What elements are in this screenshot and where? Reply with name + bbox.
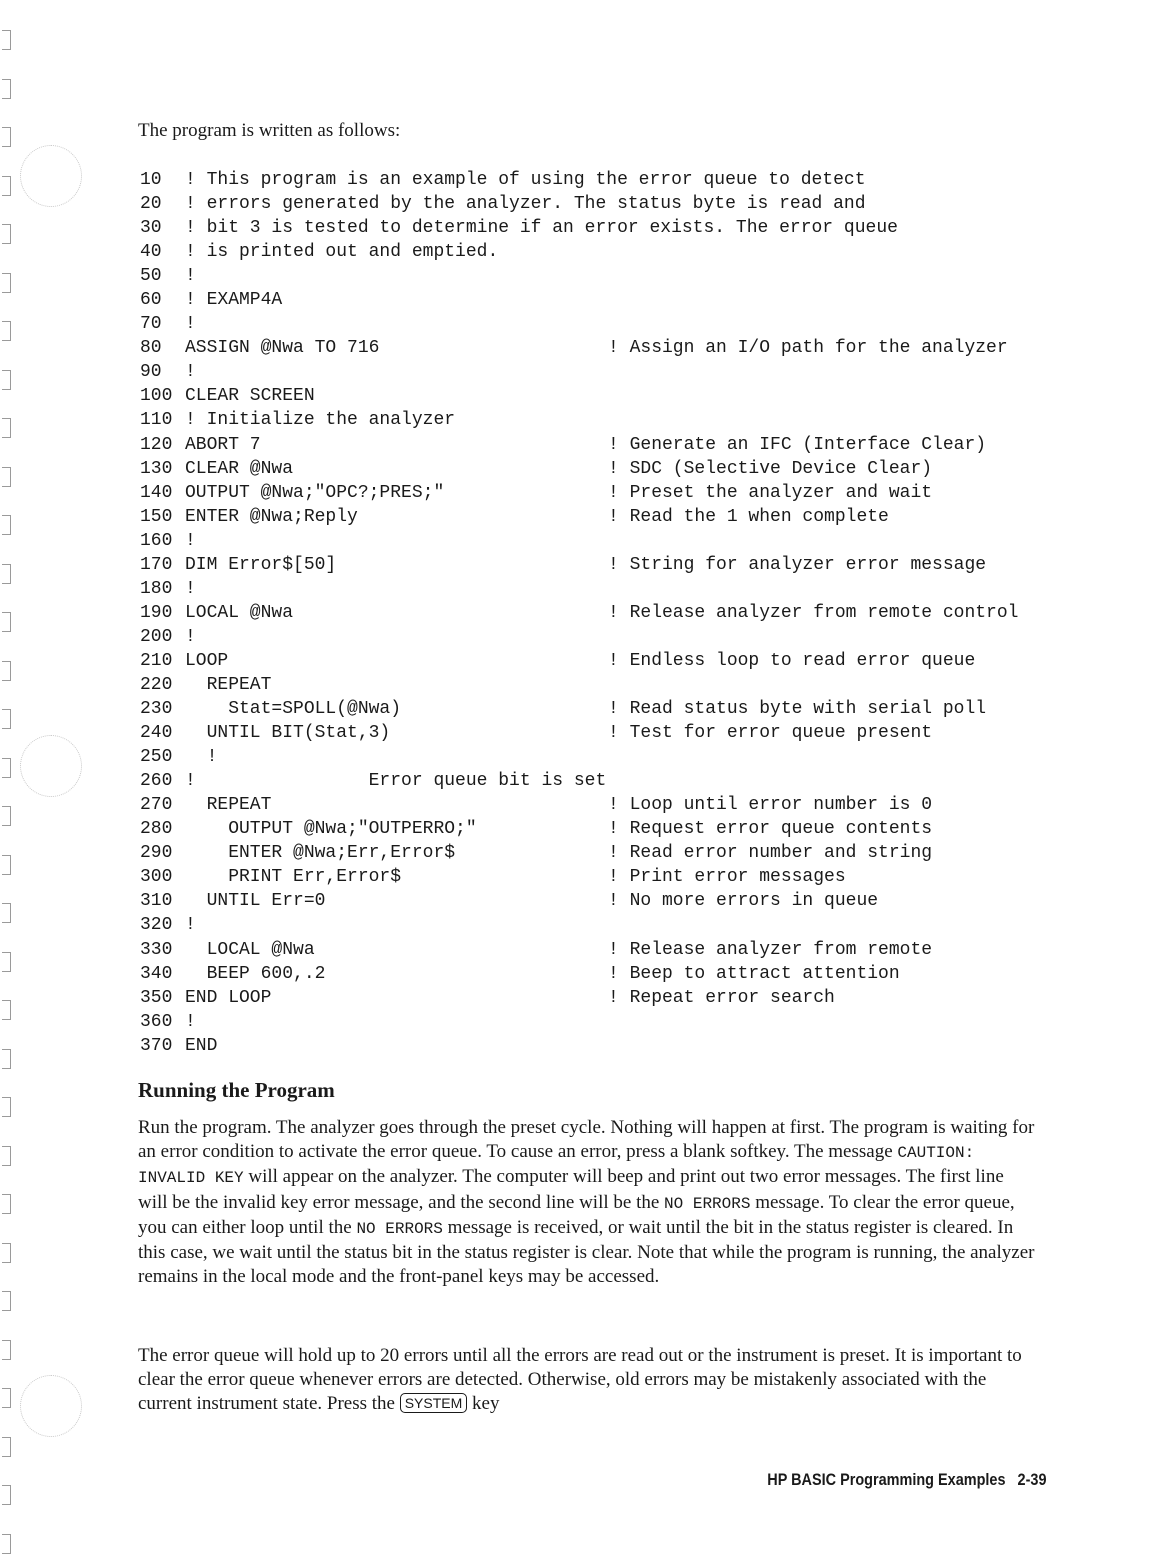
statement: !: [185, 1011, 196, 1032]
line-number: 50: [140, 266, 162, 287]
line-number: 220: [140, 674, 173, 695]
inline-comment: ! Request error queue contents: [608, 819, 933, 840]
statement: BEEP 600,.2: [185, 963, 326, 984]
inline-comment: ! Repeat error search: [608, 987, 835, 1008]
margin-tick: [2, 855, 11, 875]
statement: CLEAR @Nwa: [185, 458, 294, 479]
code-line: [140, 264, 1060, 288]
inline-comment: ! SDC (Selective Device Clear): [608, 458, 933, 479]
code-line: [140, 1010, 1060, 1034]
code-line: [140, 336, 1060, 360]
line-number: 20: [140, 194, 162, 215]
code-line: [140, 288, 1060, 312]
margin-tick: [2, 903, 11, 923]
code-line: [140, 721, 1060, 745]
line-number: 240: [140, 723, 173, 744]
statement: !: [185, 626, 196, 647]
statement: REPEAT: [185, 674, 272, 695]
code-line: [140, 745, 1060, 769]
statement: Stat=SPOLL(@Nwa): [185, 699, 402, 720]
line-number: 310: [140, 891, 173, 912]
no-errors-message: NO ERRORS: [356, 1219, 443, 1238]
line-number: 150: [140, 506, 173, 527]
statement: ! Initialize the analyzer: [185, 410, 456, 431]
statement: PRINT Err,Error$: [185, 867, 402, 888]
code-line: [140, 481, 1060, 505]
system-key: SYSTEM: [400, 1393, 468, 1413]
margin-tick: [2, 952, 11, 972]
margin-tick: [2, 176, 11, 196]
no-errors-message: NO ERRORS: [664, 1194, 751, 1213]
para2-text-a: The error queue will hold up to 20 errors until all the errors are read out or the instrument is preset. It is important to clear the error queue whenever errors are detected. Otherwise, old errors may be mistakenly associated with the current instrument state. Press the: [138, 1345, 1022, 1415]
statement: !: [185, 915, 196, 936]
line-number: 230: [140, 699, 173, 720]
inline-comment: ! No more errors in queue: [608, 891, 879, 912]
statement: ! errors generated by the analyzer. The status byte is read and: [185, 194, 866, 215]
line-number: 300: [140, 867, 173, 888]
margin-tick: [2, 370, 11, 390]
statement: !: [185, 747, 218, 768]
inline-comment: ! Beep to attract attention: [608, 963, 900, 984]
intro-text: The program is written as follows:: [138, 120, 401, 141]
margin-tick: [2, 1243, 11, 1263]
statement: LOOP: [185, 650, 229, 671]
code-line: [140, 865, 1060, 889]
code-line: [140, 553, 1060, 577]
paragraph-running: [138, 1116, 1038, 1289]
inline-comment: ! Release analyzer from remote: [608, 939, 933, 960]
margin-tick: [2, 467, 11, 487]
section-heading: Running the Program: [138, 1078, 335, 1102]
code-line: [140, 673, 1060, 697]
punch-hole-top: [20, 145, 82, 207]
statement: !: [185, 578, 196, 599]
margin-tick: [2, 224, 11, 244]
para1-text-c: message. To clear the error queue, you can either loop until the: [138, 1191, 1015, 1238]
line-number: 260: [140, 771, 173, 792]
line-number: 290: [140, 843, 173, 864]
code-line: [140, 384, 1060, 408]
margin-tick: [2, 1485, 11, 1505]
inline-comment: ! String for analyzer error message: [608, 554, 987, 575]
statement: ENTER @Nwa;Err,Error$: [185, 843, 456, 864]
line-number: 70: [140, 314, 162, 335]
line-number: 60: [140, 290, 162, 311]
line-number: 270: [140, 795, 173, 816]
statement: LOCAL @Nwa: [185, 602, 294, 623]
margin-tick: [2, 612, 11, 632]
code-line: [140, 625, 1060, 649]
code-line: [140, 962, 1060, 986]
line-number: 40: [140, 242, 162, 263]
line-number: 360: [140, 1011, 173, 1032]
code-line: [140, 433, 1060, 457]
code-line: [140, 505, 1060, 529]
statement: !: [185, 530, 196, 551]
margin-tick: [2, 321, 11, 341]
paragraph-error-queue: [138, 1344, 1038, 1417]
line-number: 130: [140, 458, 173, 479]
line-number: 350: [140, 987, 173, 1008]
margin-tick: [2, 1437, 11, 1457]
code-line: [140, 168, 1060, 192]
code-line: [140, 841, 1060, 865]
code-line: [140, 649, 1060, 673]
line-number: 160: [140, 530, 173, 551]
code-line: [140, 817, 1060, 841]
caution-message: CAUTION: INVALID KEY: [138, 1144, 975, 1188]
margin-tick: [2, 1194, 11, 1214]
line-number: 30: [140, 218, 162, 239]
line-number: 120: [140, 434, 173, 455]
line-number: 90: [140, 362, 162, 383]
para1-text-a: Run the program. The analyzer goes through the preset cycle. Nothing will happen at first. The program is waiting for an error condition to activate the error queue. To cause an error, press a blank softkey. The message: [138, 1117, 1035, 1163]
page-number: 2-39: [1017, 1470, 1046, 1489]
line-number: 10: [140, 170, 162, 190]
statement: DIM Error$[50]: [185, 554, 337, 575]
inline-comment: ! Read status byte with serial poll: [608, 699, 987, 720]
inline-comment: ! Loop until error number is 0: [608, 795, 933, 816]
margin-tick: [2, 661, 11, 681]
statement: ! This program is an example of using the error queue to detect: [185, 170, 866, 190]
code-line: [140, 577, 1060, 601]
program-listing: [140, 168, 1060, 1058]
line-number: 100: [140, 386, 173, 407]
code-line: [140, 408, 1060, 432]
statement: ! EXAMP4A: [185, 290, 283, 311]
line-number: 110: [140, 410, 173, 431]
statement: !: [185, 266, 196, 287]
line-number: 210: [140, 650, 173, 671]
footer-section-title: HP BASIC Programming Examples: [766, 1470, 1006, 1489]
line-number: 170: [140, 554, 173, 575]
code-line: [140, 457, 1060, 481]
line-number: 280: [140, 819, 173, 840]
line-number: 320: [140, 915, 173, 936]
inline-comment: ! Test for error queue present: [608, 723, 933, 744]
statement: UNTIL BIT(Stat,3): [185, 723, 391, 744]
code-line: [140, 938, 1060, 962]
inline-comment: ! Print error messages: [608, 867, 846, 888]
statement: END: [185, 1035, 218, 1056]
statement: ! is printed out and emptied.: [185, 242, 499, 263]
margin-tick: [2, 1340, 11, 1360]
para1-text-b: will appear on the analyzer. The computer will beep and print out two error messages. The first line will be the invalid key error message, and the second line will be the: [138, 1166, 1004, 1213]
statement: OUTPUT @Nwa;"OPC?;PRES;": [185, 482, 445, 503]
statement: UNTIL Err=0: [185, 891, 326, 912]
line-number: 180: [140, 578, 173, 599]
para1-text-d: message is received, or wait until the bit in the status register is cleared. In this case, we wait until the status bit in the status register is clear. Note that while the program is running, the analyzer remains in the local mode and the front-panel keys may be accessed.: [138, 1216, 1035, 1288]
code-line: [140, 1034, 1060, 1058]
line-number: 80: [140, 338, 162, 359]
code-line: [140, 793, 1060, 817]
code-line: [140, 697, 1060, 721]
margin-tick: [2, 564, 11, 584]
margin-tick: [2, 1291, 11, 1311]
inline-comment: ! Preset the analyzer and wait: [608, 482, 933, 503]
margin-tick: [2, 79, 11, 99]
code-line: [140, 769, 1060, 793]
para2-text-b: key: [467, 1393, 500, 1415]
code-line: [140, 240, 1060, 264]
margin-tick: [2, 1097, 11, 1117]
margin-tick: [2, 418, 11, 438]
code-line: [140, 192, 1060, 216]
code-line: [140, 986, 1060, 1010]
margin-tick: [2, 1388, 11, 1408]
inline-comment: ! Read the 1 when complete: [608, 506, 889, 527]
line-number: 340: [140, 963, 173, 984]
margin-tick: [2, 1000, 11, 1020]
inline-comment: ! Read error number and string: [608, 843, 933, 864]
line-number: 370: [140, 1035, 173, 1056]
statement: REPEAT: [185, 795, 272, 816]
statement: ! bit 3 is tested to determine if an error exists. The error queue: [185, 218, 898, 239]
statement: LOCAL @Nwa: [185, 939, 315, 960]
margin-tick: [2, 515, 11, 535]
margin-tick: [2, 30, 11, 50]
margin-tick: [2, 806, 11, 826]
margin-tick: [2, 709, 11, 729]
code-line: [140, 216, 1060, 240]
code-line: [140, 529, 1060, 553]
line-number: 140: [140, 482, 173, 503]
statement: ASSIGN @Nwa TO 716: [185, 338, 380, 359]
punch-hole-bottom: [20, 1375, 82, 1437]
statement: CLEAR SCREEN: [185, 386, 315, 407]
statement: ABORT 7: [185, 434, 261, 455]
line-number: 190: [140, 602, 173, 623]
page-footer: [767, 1470, 1046, 1490]
margin-tick: [2, 273, 11, 293]
statement: ENTER @Nwa;Reply: [185, 506, 358, 527]
margin-tick: [2, 1146, 11, 1166]
margin-tick: [2, 127, 11, 147]
line-number: 330: [140, 939, 173, 960]
punch-hole-middle: [20, 735, 82, 797]
inline-comment: ! Release analyzer from remote control: [608, 602, 1019, 623]
code-line: [140, 360, 1060, 384]
line-number: 250: [140, 747, 173, 768]
margin-tick: [2, 1049, 11, 1069]
statement: END LOOP: [185, 987, 272, 1008]
margin-tick: [2, 758, 11, 778]
line-number: 200: [140, 626, 173, 647]
code-line: [140, 312, 1060, 336]
inline-comment: ! Generate an IFC (Interface Clear): [608, 434, 987, 455]
statement: !: [185, 362, 196, 383]
inline-comment: ! Endless loop to read error queue: [608, 650, 976, 671]
statement: OUTPUT @Nwa;"OUTPERRO;": [185, 819, 477, 840]
code-line: [140, 913, 1060, 937]
statement: ! Error queue bit is set: [185, 771, 607, 792]
code-line: [140, 889, 1060, 913]
code-line: [140, 601, 1060, 625]
statement: !: [185, 314, 196, 335]
inline-comment: ! Assign an I/O path for the analyzer: [608, 338, 1008, 359]
